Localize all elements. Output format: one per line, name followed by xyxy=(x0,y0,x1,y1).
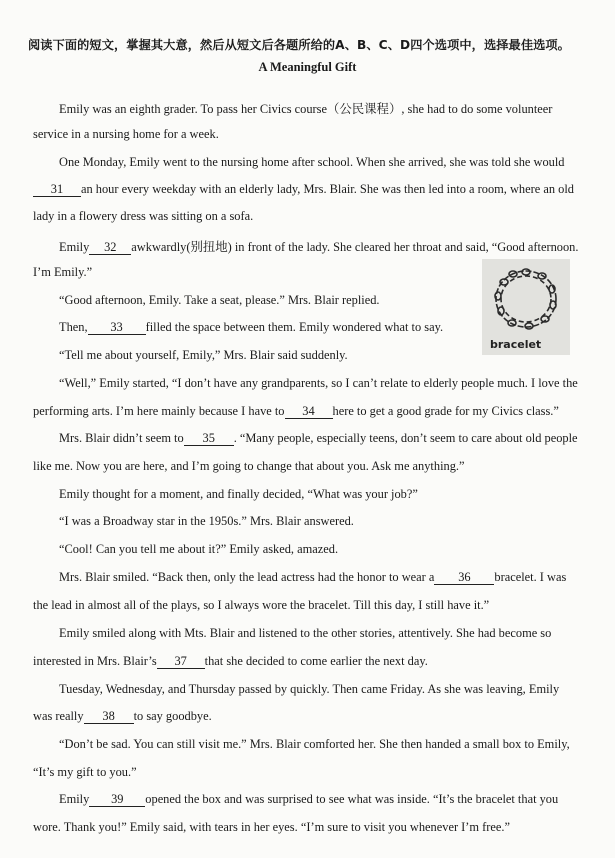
passage-line: “Don’t be sad. You can still visit me.” Mrs. Blair comforted her. She then handed a small box to Emily, xyxy=(59,737,570,751)
passage-line: Emily was an eighth grader. To pass her Civics course（公民课程）, she had to do some volunteer xyxy=(59,102,553,116)
passage-line: One Monday, Emily went to the nursing home after school. When she arrived, she was told she would xyxy=(59,155,565,169)
passage-line xyxy=(33,570,611,585)
passage-text: Then, xyxy=(59,320,88,334)
blank-34[interactable]: 34 xyxy=(285,405,333,419)
blank-35[interactable]: 35 xyxy=(184,432,234,446)
passage-line: “Well,” Emily started, “I don’t have any grandparents, so I can’t relate to elderly people much. I love the xyxy=(59,376,578,390)
passage-text: awkwardly(别扭地) in front of the lady. She cleared her throat and said, “Good afternoon. xyxy=(131,240,579,254)
passage-text: performing arts. I’m here mainly because I have to xyxy=(33,404,285,418)
passage-text: filled the space between them. Emily wondered what to say. xyxy=(145,320,444,334)
instruction-text: 阅读下面的短文，掌握其大意，然后从短文后各题所给的A、B、C、D四个选项中，选择最佳选项。 xyxy=(28,38,570,52)
passage-line: “Cool! Can you tell me about it?” Emily asked, amazed. xyxy=(59,542,339,556)
passage-line: “Tell me about yourself, Emily,” Mrs. Blair said suddenly. xyxy=(59,348,348,362)
passage-line: “Good afternoon, Emily. Take a seat, please.” Mrs. Blair replied. xyxy=(59,293,380,307)
passage-text: interested in Mrs. Blair’s xyxy=(33,654,157,668)
passage-text: here to get a good grade for my Civics class.” xyxy=(332,404,559,418)
passage-text: bracelet. I was xyxy=(494,570,567,584)
passage-line: “I was a Broadway star in the 1950s.” Mrs. Blair answered. xyxy=(59,514,354,528)
passage-text: an hour every weekday with an elderly lady, Mrs. Blair. She was then led into a room, where an old xyxy=(81,182,574,196)
passage-line xyxy=(33,709,585,724)
blank-33[interactable]: 33 xyxy=(88,321,146,335)
passage-line: “It’s my gift to you.” xyxy=(33,765,137,779)
passage-line xyxy=(33,404,585,419)
bracelet-caption: bracelet xyxy=(490,338,542,351)
blank-39[interactable]: 39 xyxy=(89,793,145,807)
passage-text: Mrs. Blair didn’t seem to xyxy=(59,431,184,445)
passage-text: Mrs. Blair smiled. “Back then, only the lead actress had the honor to wear a xyxy=(59,570,435,584)
passage-line xyxy=(33,654,585,669)
passage-line: Emily thought for a moment, and finally decided, “What was your job?” xyxy=(59,487,418,501)
passage-line: I’m Emily.” xyxy=(33,265,93,279)
passage-line: wore. Thank you!” Emily said, with tears in her eyes. “I’m sure to visit you whenever I’m free.” xyxy=(33,820,511,834)
passage-text: . “Many people, especially teens, don’t seem to care about old people xyxy=(233,431,578,445)
passage-text: to say goodbye. xyxy=(133,709,212,723)
blank-32[interactable]: 32 xyxy=(89,241,131,255)
passage-text: Emily xyxy=(59,792,90,806)
blank-31[interactable]: 31 xyxy=(33,183,81,197)
bracelet-illustration xyxy=(482,259,570,355)
passage-text: was really xyxy=(33,709,84,723)
passage-line: lady in a flowery dress was sitting on a sofa. xyxy=(33,209,254,223)
passage-line: Tuesday, Wednesday, and Thursday passed by quickly. Then came Friday. As she was leaving, Emily xyxy=(59,682,560,696)
passage-text: opened the box and was surprised to see what was inside. “It’s the bracelet that you xyxy=(145,792,559,806)
passage-line: the lead in almost all of the plays, so I always wore the bracelet. Till this day, I still have it.” xyxy=(33,598,490,612)
passage-title: A Meaningful Gift xyxy=(258,60,357,74)
passage-text: that she decided to come earlier the next day. xyxy=(204,654,428,668)
blank-37[interactable]: 37 xyxy=(157,655,205,669)
blank-38[interactable]: 38 xyxy=(84,710,134,724)
passage-line: like me. Now you are here, and I’m going to change that about you. Ask me anything.” xyxy=(33,459,465,473)
passage-line xyxy=(33,237,611,255)
passage-line: Emily smiled along with Mts. Blair and listened to the other stories, attentively. She had become so xyxy=(59,626,552,640)
passage-text: Emily xyxy=(59,240,90,254)
bracelet-icon xyxy=(482,259,570,355)
passage-line xyxy=(33,431,611,446)
passage-line xyxy=(33,792,611,807)
blank-36[interactable]: 36 xyxy=(434,571,494,585)
passage-line: service in a nursing home for a week. xyxy=(33,127,219,141)
passage-line xyxy=(33,182,585,197)
